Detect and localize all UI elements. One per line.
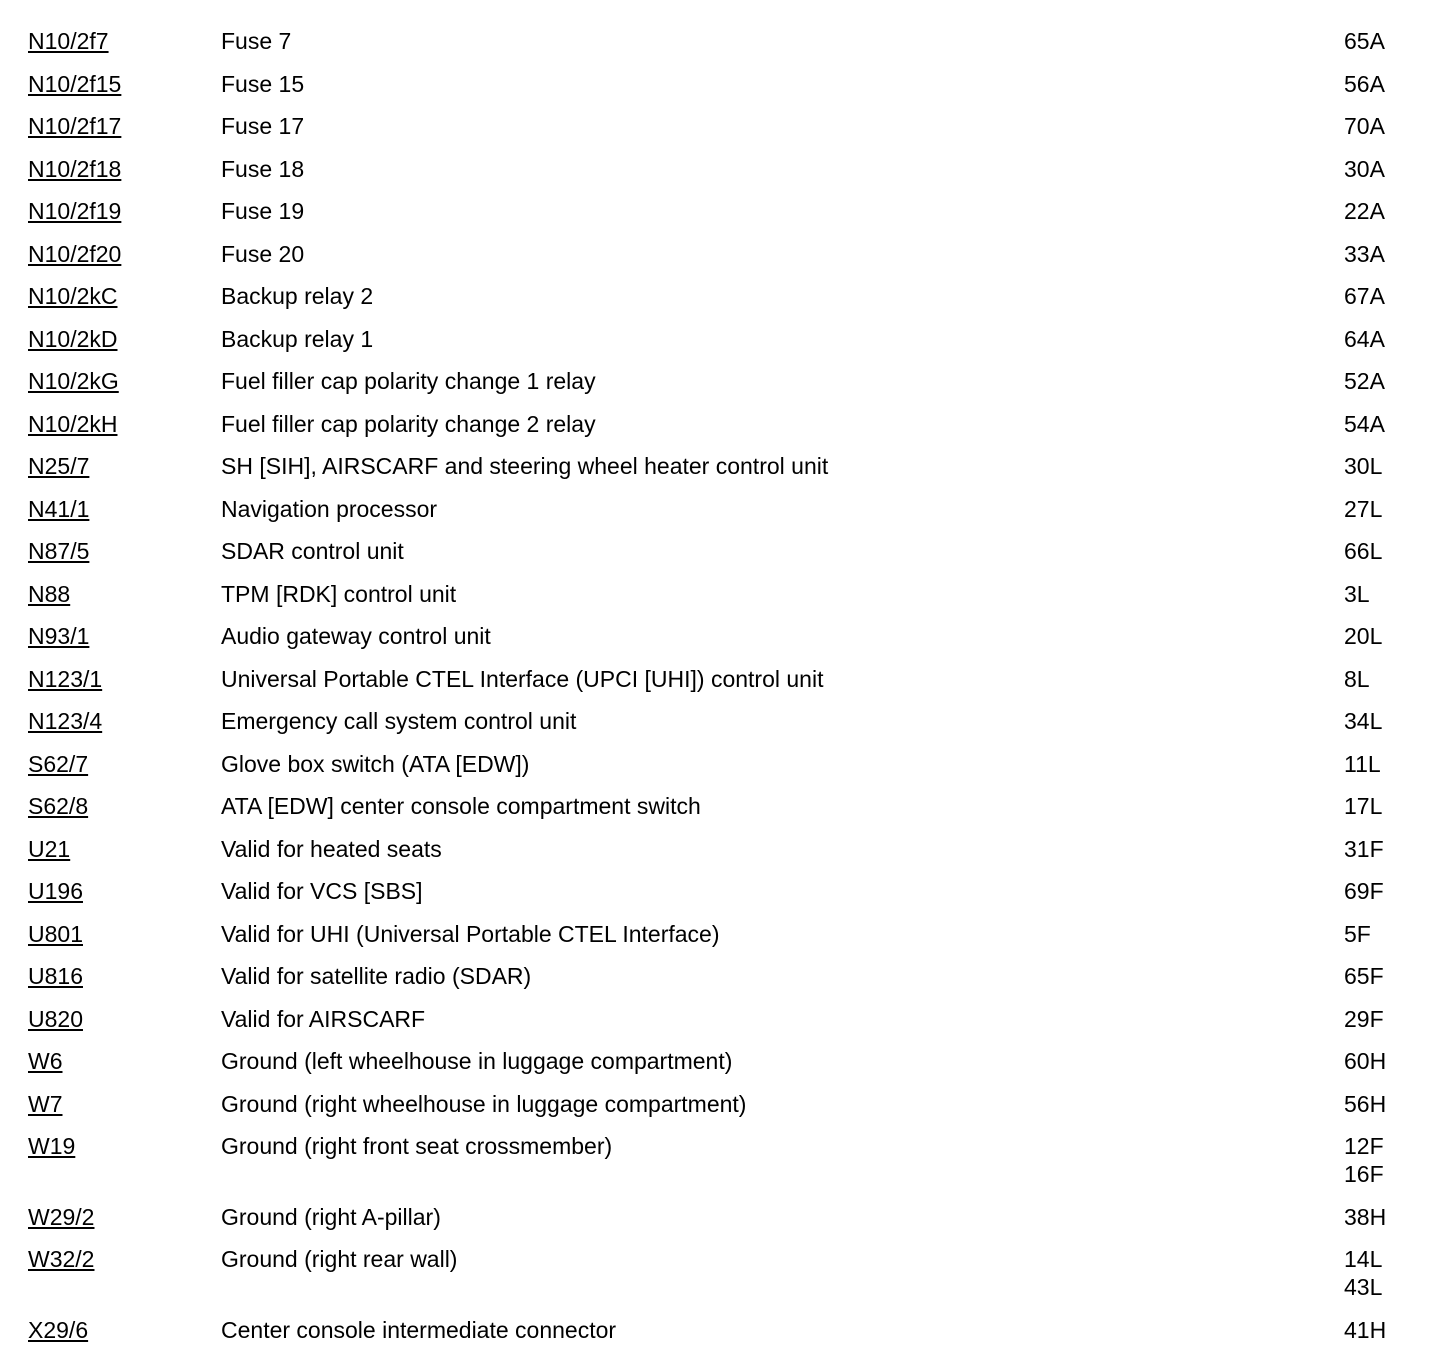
grid-location-list — [1344, 962, 1384, 990]
grid-location-list — [1344, 452, 1382, 480]
component-code-link[interactable]: N10/2kD — [28, 326, 118, 352]
grid-location: 8L — [1344, 666, 1370, 692]
component-description: Fuse 15 — [221, 71, 305, 97]
component-code-link[interactable]: N10/2kC — [28, 283, 118, 309]
component-code-link[interactable]: N10/2f19 — [28, 198, 122, 224]
component-description: SH [SIH], AIRSCARF and steering wheel heater control unit — [221, 453, 829, 479]
grid-location: 27L — [1344, 496, 1383, 522]
component-description: Center console intermediate connector — [221, 1317, 617, 1343]
component-description: Ground (right front seat crossmember) — [221, 1133, 613, 1159]
component-description: Universal Portable CTEL Interface (UPCI [UHI]) control unit — [221, 666, 824, 692]
grid-location-list — [1344, 495, 1382, 523]
component-code-link[interactable]: S62/7 — [28, 751, 89, 777]
component-description: ATA [EDW] center console compartment switch — [221, 793, 701, 819]
grid-location: 22A — [1344, 198, 1385, 224]
component-description: Audio gateway control unit — [221, 623, 491, 649]
grid-location-list — [1344, 1090, 1386, 1118]
grid-location: 30L — [1344, 453, 1383, 479]
grid-location-list — [1344, 1132, 1384, 1188]
component-description: Fuse 7 — [221, 28, 292, 54]
component-description: Backup relay 1 — [221, 326, 374, 352]
component-description: Valid for heated seats — [221, 836, 442, 862]
grid-location-list — [1344, 240, 1385, 268]
component-code-link[interactable]: N10/2f7 — [28, 28, 109, 54]
grid-location: 60H — [1344, 1048, 1387, 1074]
component-code-link[interactable]: N10/2kG — [28, 368, 119, 394]
grid-location-list — [1344, 112, 1385, 140]
grid-location: 30A — [1344, 156, 1385, 182]
grid-location-list — [1344, 835, 1384, 863]
grid-location-list — [1344, 367, 1385, 395]
component-code-link[interactable]: U196 — [28, 878, 83, 904]
grid-location: 12F — [1344, 1133, 1384, 1159]
grid-location: 69F — [1344, 878, 1384, 904]
grid-location: 3L — [1344, 581, 1370, 607]
component-code-link[interactable]: U816 — [28, 963, 83, 989]
component-description: Emergency call system control unit — [221, 708, 577, 734]
component-description: Fuse 20 — [221, 241, 305, 267]
grid-location: 56H — [1344, 1091, 1387, 1117]
grid-location: 43L — [1344, 1274, 1383, 1300]
component-description: Ground (right A-pillar) — [221, 1204, 441, 1230]
component-code-link[interactable]: X29/6 — [28, 1317, 89, 1343]
grid-location: 65A — [1344, 28, 1385, 54]
grid-location-list — [1344, 750, 1381, 778]
component-code-link[interactable]: U21 — [28, 836, 71, 862]
component-description: Fuse 17 — [221, 113, 305, 139]
grid-location: 31F — [1344, 836, 1384, 862]
grid-location: 56A — [1344, 71, 1385, 97]
grid-location: 14L — [1344, 1246, 1383, 1272]
grid-location: 66L — [1344, 538, 1383, 564]
grid-location-list — [1344, 792, 1382, 820]
grid-location-list — [1344, 155, 1385, 183]
grid-location-list — [1344, 1047, 1386, 1075]
grid-location: 38H — [1344, 1204, 1387, 1230]
grid-location: 20L — [1344, 623, 1383, 649]
component-description: Valid for VCS [SBS] — [221, 878, 423, 904]
grid-location-list — [1344, 877, 1384, 905]
component-description: Navigation processor — [221, 496, 438, 522]
component-code-link[interactable]: N10/2f15 — [28, 71, 122, 97]
component-code-link[interactable]: W19 — [28, 1133, 76, 1159]
grid-location-list — [1344, 665, 1370, 693]
grid-location-list — [1344, 1245, 1382, 1301]
component-code-link[interactable]: N123/1 — [28, 666, 103, 692]
component-code-link[interactable]: S62/8 — [28, 793, 89, 819]
component-code-link[interactable]: W7 — [28, 1091, 63, 1117]
grid-location: 16F — [1344, 1161, 1384, 1187]
component-description: Fuel filler cap polarity change 1 relay — [221, 368, 596, 394]
grid-location-list — [1344, 580, 1370, 608]
component-description: Fuel filler cap polarity change 2 relay — [221, 411, 596, 437]
component-code-link[interactable]: N87/5 — [28, 538, 90, 564]
grid-location: 64A — [1344, 326, 1385, 352]
component-code-link[interactable]: W6 — [28, 1048, 63, 1074]
grid-location: 33A — [1344, 241, 1385, 267]
component-code-link[interactable]: N93/1 — [28, 623, 90, 649]
component-code-link[interactable]: N88 — [28, 581, 71, 607]
grid-location-list — [1344, 410, 1385, 438]
grid-location: 70A — [1344, 113, 1385, 139]
component-description: Fuse 19 — [221, 198, 305, 224]
grid-location: 41H — [1344, 1317, 1387, 1343]
component-description: Ground (left wheelhouse in luggage compartment) — [221, 1048, 733, 1074]
component-description: Valid for UHI (Universal Portable CTEL Interface) — [221, 921, 720, 947]
component-code-link[interactable]: N10/2f18 — [28, 156, 122, 182]
grid-location: 29F — [1344, 1006, 1384, 1032]
grid-location: 54A — [1344, 411, 1385, 437]
grid-location-list — [1344, 282, 1385, 310]
component-description: Fuse 18 — [221, 156, 305, 182]
component-code-link[interactable]: U801 — [28, 921, 83, 947]
grid-location-list — [1344, 537, 1382, 565]
component-code-link[interactable]: N10/2f17 — [28, 113, 122, 139]
component-description: Valid for satellite radio (SDAR) — [221, 963, 532, 989]
component-description: Ground (right rear wall) — [221, 1246, 458, 1272]
component-description: SDAR control unit — [221, 538, 404, 564]
component-code-link[interactable]: N10/2kH — [28, 411, 118, 437]
component-code-link[interactable]: N41/1 — [28, 496, 90, 522]
component-description: Ground (right wheelhouse in luggage compartment) — [221, 1091, 747, 1117]
component-code-link[interactable]: U820 — [28, 1006, 83, 1032]
grid-location-list — [1344, 70, 1385, 98]
grid-location: 65F — [1344, 963, 1384, 989]
grid-location: 17L — [1344, 793, 1383, 819]
component-code-link[interactable]: N25/7 — [28, 453, 90, 479]
grid-location-list — [1344, 1005, 1384, 1033]
grid-location: 5F — [1344, 921, 1371, 947]
grid-location: 11L — [1344, 751, 1381, 777]
grid-location-list — [1344, 325, 1385, 353]
grid-location-list — [1344, 622, 1382, 650]
component-code-link[interactable]: N10/2f20 — [28, 241, 122, 267]
grid-location: 52A — [1344, 368, 1385, 394]
component-description: Backup relay 2 — [221, 283, 374, 309]
component-code-link[interactable]: N123/4 — [28, 708, 103, 734]
grid-location-list — [1344, 707, 1382, 735]
grid-location: 34L — [1344, 708, 1383, 734]
grid-location-list — [1344, 27, 1385, 55]
grid-location: 67A — [1344, 283, 1385, 309]
grid-location-list — [1344, 1316, 1386, 1344]
grid-location-list — [1344, 197, 1385, 225]
component-description: TPM [RDK] control unit — [221, 581, 457, 607]
grid-location-list — [1344, 920, 1371, 948]
component-description: Valid for AIRSCARF — [221, 1006, 426, 1032]
component-code-link[interactable]: W32/2 — [28, 1246, 95, 1272]
component-description: Glove box switch (ATA [EDW]) — [221, 751, 530, 777]
component-code-link[interactable]: W29/2 — [28, 1204, 95, 1230]
grid-location-list — [1344, 1203, 1386, 1231]
